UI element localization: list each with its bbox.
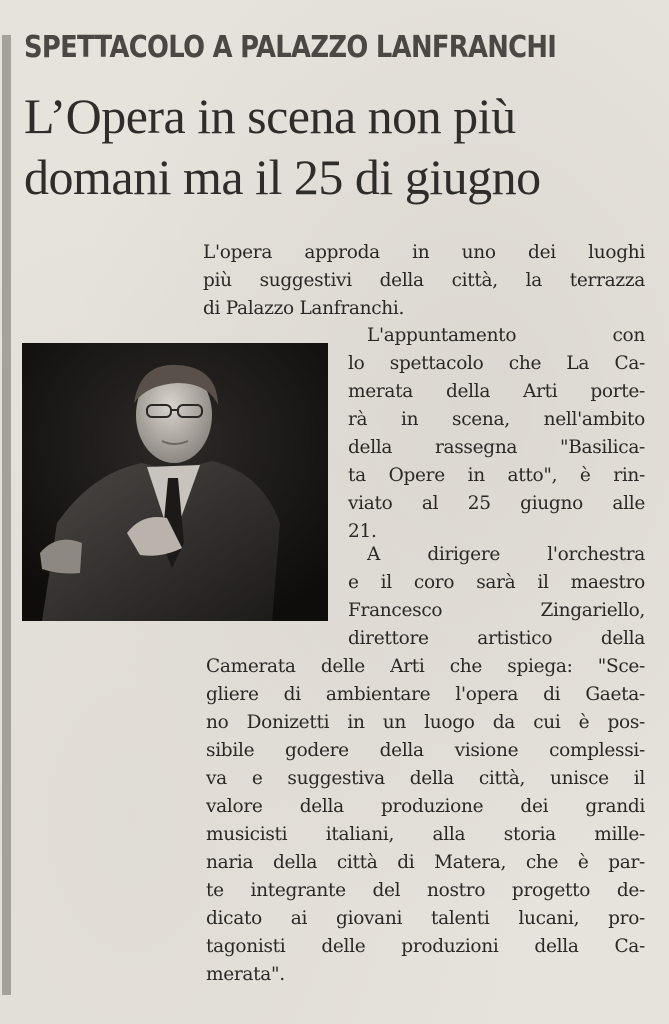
- text-line: gliere di ambientare l'opera di Gaeta-: [206, 684, 645, 705]
- headline-line: L’Opera in scena non più: [24, 88, 516, 144]
- article-headline: [24, 86, 664, 208]
- text-line: 21.: [348, 521, 377, 542]
- conductor-photo: [22, 343, 328, 621]
- text-line: valore della produzione dei grandi: [206, 796, 645, 817]
- article-kicker: SPETTACOLO A PALAZZO LANFRANCHI: [24, 30, 557, 65]
- headline-line: domani ma il 25 di giugno: [24, 149, 541, 205]
- text-line: merata".: [206, 964, 285, 985]
- text-line: direttore artistico della: [348, 628, 645, 649]
- text-line: Camerata delle Arti che spiega: "Sce-: [206, 656, 645, 677]
- text-line: sibile godere della visione complessi-: [206, 740, 645, 761]
- text-line: va e suggestiva della città, unisce il: [206, 768, 645, 789]
- text-line: rà in scena, nell'ambito: [348, 409, 645, 430]
- text-line: dicato ai giovani talenti lucani, pro-: [206, 908, 645, 929]
- text-line: tagonisti delle produzioni della Ca-: [206, 936, 645, 957]
- text-line: A dirigere l'orchestra: [367, 544, 645, 565]
- text-line: viato al 25 giugno alle: [348, 493, 645, 514]
- text-line: te integrante del nostro progetto de-: [206, 880, 645, 901]
- text-line: L'opera approda in uno dei luoghi: [203, 242, 645, 263]
- text-line: no Donizetti in un luogo da cui è pos-: [206, 712, 645, 733]
- text-line: lo spettacolo che La Ca-: [348, 353, 645, 374]
- text-line: merata della Arti porte-: [348, 381, 645, 402]
- text-line: musicisti italiani, alla storia mille-: [206, 824, 645, 845]
- text-line: e il coro sarà il maestro: [348, 572, 645, 593]
- text-line: Francesco Zingariello,: [348, 600, 645, 621]
- column-rule: [2, 35, 11, 995]
- text-line: della rassegna "Basilica-: [348, 437, 645, 458]
- text-line: più suggestivi della città, la terrazza: [203, 270, 645, 291]
- text-line: naria della città di Matera, che è par-: [206, 852, 645, 873]
- text-line: ta Opere in atto", è rin-: [348, 465, 645, 486]
- text-line: di Palazzo Lanfranchi.: [203, 298, 405, 319]
- text-line: L'appuntamento con: [367, 325, 645, 346]
